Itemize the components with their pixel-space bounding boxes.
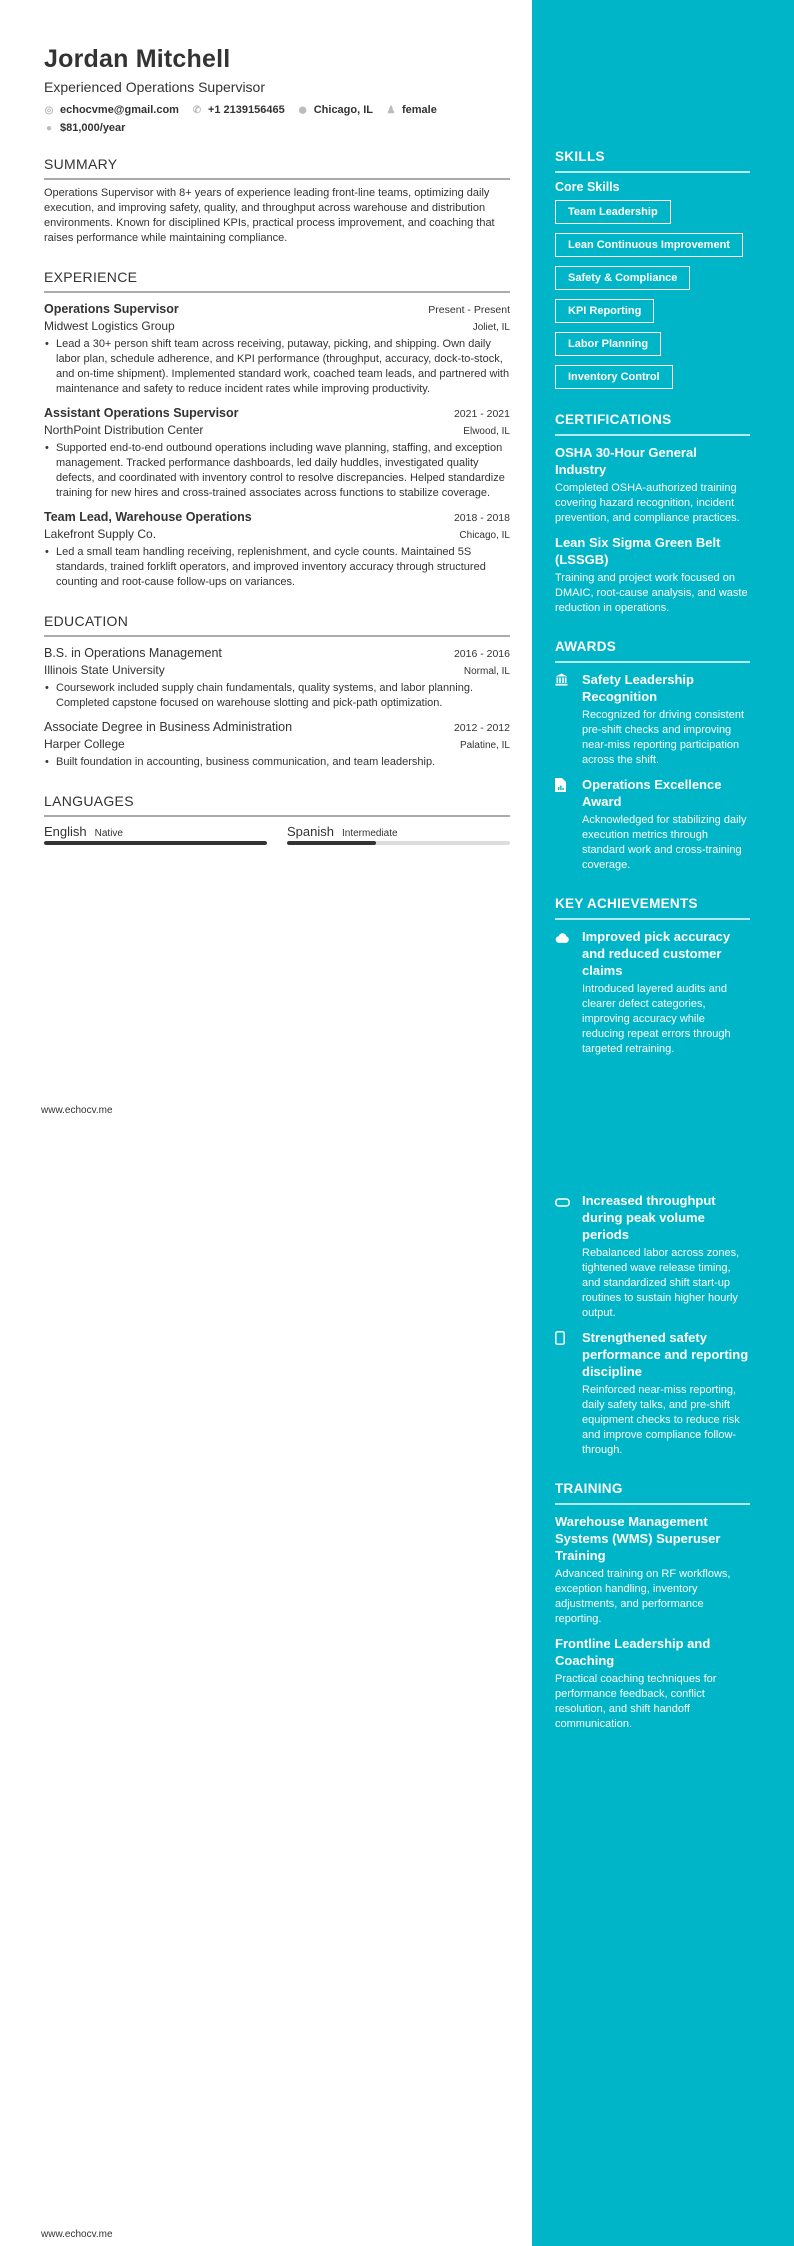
education-dates: 2016 - 2016 (453, 648, 510, 660)
training-desc: Advanced training on RF workflows, exception handling, inventory adjustments, and performance reporting. (555, 1568, 731, 1625)
job-location: Joliet, IL (472, 322, 510, 333)
school-name: Illinois State University (44, 663, 165, 677)
achievement-item (555, 928, 750, 1057)
experience-entry (44, 301, 510, 397)
tablet-icon (555, 1329, 582, 1458)
email-value: echocvme@gmail.com (60, 104, 179, 116)
job-location: Chicago, IL (459, 530, 510, 541)
job-dates: 2021 - 2021 (453, 408, 510, 420)
bank-icon (555, 671, 582, 768)
language-item (287, 824, 510, 845)
contact-salary (44, 119, 497, 137)
achievement-desc: Reinforced near-miss reporting, daily safety talks, and pre-shift equipment checks to reduce risk and improve compliance follow-through. (582, 1384, 740, 1456)
sidebar (555, 148, 750, 1732)
contact-location (298, 101, 373, 119)
skills-heading: SKILLS (555, 148, 750, 173)
training-title: Warehouse Management Systems (WMS) Superuser Training (555, 1514, 721, 1563)
phone-icon: ✆ (192, 104, 202, 116)
contact-gender (386, 101, 437, 119)
footer-link[interactable]: www.echocv.me (41, 1105, 113, 1116)
degree-title: B.S. in Operations Management (44, 646, 222, 660)
language-proficiency-bar (44, 841, 267, 845)
language-level: Intermediate (341, 828, 398, 839)
company-name: NorthPoint Distribution Center (44, 423, 204, 437)
candidate-title: Experienced Operations Supervisor (44, 79, 266, 95)
location-pin-icon: ⬤ (298, 107, 307, 114)
language-proficiency-fill (287, 841, 376, 845)
candidate-name: Jordan Mitchell (44, 45, 231, 73)
at-icon: ◎ (44, 104, 54, 116)
language-item (44, 824, 267, 845)
language-proficiency-fill (44, 841, 267, 845)
degree-title: Associate Degree in Business Administration (44, 720, 293, 734)
training-desc: Practical coaching techniques for performance feedback, conflict resolution, and shift handoff communication. (555, 1673, 717, 1730)
battery-icon (555, 1192, 582, 1321)
company-name: Lakefront Supply Co. (44, 527, 157, 541)
cloud-icon (555, 928, 582, 1057)
training-heading: TRAINING (555, 1480, 750, 1505)
job-location: Elwood, IL (463, 426, 510, 437)
certification-desc: Completed OSHA-authorized training covering hazard recognition, incident prevention, and compliance practices. (555, 482, 740, 524)
award-title: Operations Excellence Award (582, 777, 722, 809)
achievement-desc: Rebalanced labor across zones, tightened wave release timing, and standardized shift start-up routines to sustain higher hourly output. (582, 1247, 740, 1319)
job-title: Operations Supervisor (44, 302, 179, 316)
gender-value: female (402, 104, 437, 116)
contact-info (44, 101, 510, 137)
job-dates: Present - Present (428, 304, 510, 316)
skills-subheading: Core Skills (555, 180, 620, 194)
language-name: Spanish (287, 824, 334, 839)
education-entry (44, 645, 510, 711)
job-title: Assistant Operations Supervisor (44, 406, 239, 420)
education-bullet: • Built foundation in accounting, business communication, and team leadership. (56, 755, 510, 770)
award-desc: Recognized for driving consistent pre-shift checks and improving near-miss reporting participation across the shift. (582, 709, 745, 766)
achievement-title: Increased throughput during peak volume periods (582, 1193, 716, 1242)
job-title: Team Lead, Warehouse Operations (44, 510, 252, 524)
school-location: Palatine, IL (459, 740, 510, 751)
language-name: English (44, 824, 87, 839)
job-bullet: • Supported end-to-end outbound operations including wave planning, staffing, and exception management. Tracked performance dashboards, led daily huddles, investigated quality defects, and coordinated with inventory control to resolve discrepancies. Helped standardize training for new hires and cross-trained associates across functions to stabilize coverage. (56, 441, 510, 501)
awards-heading: AWARDS (555, 638, 750, 663)
salary-icon: ● (45, 122, 53, 134)
achievement-title: Strengthened safety performance and reporting discipline (582, 1330, 749, 1379)
education-entry (44, 719, 510, 770)
award-title: Safety Leadership Recognition (582, 672, 694, 704)
footer-link[interactable]: www.echocv.me (41, 2229, 113, 2240)
skill-chip: KPI Reporting (555, 299, 654, 323)
certifications-heading: CERTIFICATIONS (555, 411, 750, 436)
summary-text: Operations Supervisor with 8+ years of experience leading front-line teams, optimizing daily execution, and improving safety, quality, and throughput across warehouse and distribution environments. Known for disciplined KPIs, practical process improvement, and coaching that raises performance while maintaining compliance. (44, 187, 495, 244)
school-location: Normal, IL (463, 666, 510, 677)
contact-phone[interactable] (192, 101, 285, 119)
certification-title: OSHA 30-Hour General Industry (555, 445, 697, 477)
achievement-item (555, 1192, 750, 1321)
job-bullet: • Led a small team handling receiving, replenishment, and cycle counts. Maintained 5S standards, trained forklift operators, and improved inventory accuracy through structured counting and root-cause follow-ups on variances. (56, 545, 510, 590)
person-icon: ♟ (386, 104, 396, 116)
certification-item (555, 444, 750, 526)
education-dates: 2012 - 2012 (453, 722, 510, 734)
experience-heading: EXPERIENCE (44, 268, 510, 293)
key-achievements-heading: KEY ACHIEVEMENTS (555, 895, 750, 920)
job-dates: 2018 - 2018 (453, 512, 510, 524)
skill-chip: Safety & Compliance (555, 266, 690, 290)
education-heading: EDUCATION (44, 612, 510, 637)
training-item (555, 1513, 750, 1627)
skill-chip: Inventory Control (555, 365, 673, 389)
skill-chip: Labor Planning (555, 332, 661, 356)
job-bullet: • Lead a 30+ person shift team across receiving, putaway, picking, and shipping. Own daily labor plan, schedule adherence, and KPI performance (throughput, accuracy, dock-to-stock, and on-time shipment). Implemented standard work, coached team leads, and partnered with maintenance and safety to reduce incident rates while improving productivity. (56, 337, 510, 397)
certification-item (555, 534, 750, 616)
certification-desc: Training and project work focused on DMAIC, root-cause analysis, and waste reduction in operations. (555, 572, 748, 614)
education-bullet: • Coursework included supply chain fundamentals, quality systems, and labor planning. Completed capstone focused on warehouse slotting and pick-path optimization. (56, 681, 510, 711)
phone-value: +1 2139156465 (207, 104, 285, 116)
languages-list (44, 824, 510, 845)
summary-heading: SUMMARY (44, 155, 510, 180)
achievement-item (555, 1329, 750, 1458)
achievement-title: Improved pick accuracy and reduced customer claims (582, 929, 731, 978)
salary-value: $81,000/year (60, 122, 126, 134)
language-proficiency-bar (287, 841, 510, 845)
certification-title: Lean Six Sigma Green Belt (LSSGB) (555, 535, 721, 567)
company-name: Midwest Logistics Group (44, 319, 175, 333)
main-column (44, 44, 510, 845)
award-desc: Acknowledged for stabilizing daily execution metrics through standard work and cross-training coverage. (582, 814, 747, 871)
training-item (555, 1635, 750, 1732)
training-title: Frontline Leadership and Coaching (555, 1636, 711, 1668)
award-item (555, 671, 750, 768)
report-chart-icon (555, 776, 582, 873)
school-name: Harper College (44, 737, 125, 751)
award-item (555, 776, 750, 873)
achievement-desc: Introduced layered audits and clearer defect categories, improving accuracy while reducing repeat errors through targeted retraining. (582, 983, 731, 1055)
location-value: Chicago, IL (313, 104, 373, 116)
skill-chip: Lean Continuous Improvement (555, 233, 743, 257)
contact-email[interactable] (44, 101, 179, 119)
language-level: Native (94, 828, 123, 839)
experience-entry (44, 509, 510, 590)
skill-chip: Team Leadership (555, 200, 671, 224)
skills-list (555, 194, 750, 389)
languages-heading: LANGUAGES (44, 792, 510, 817)
experience-entry (44, 405, 510, 501)
